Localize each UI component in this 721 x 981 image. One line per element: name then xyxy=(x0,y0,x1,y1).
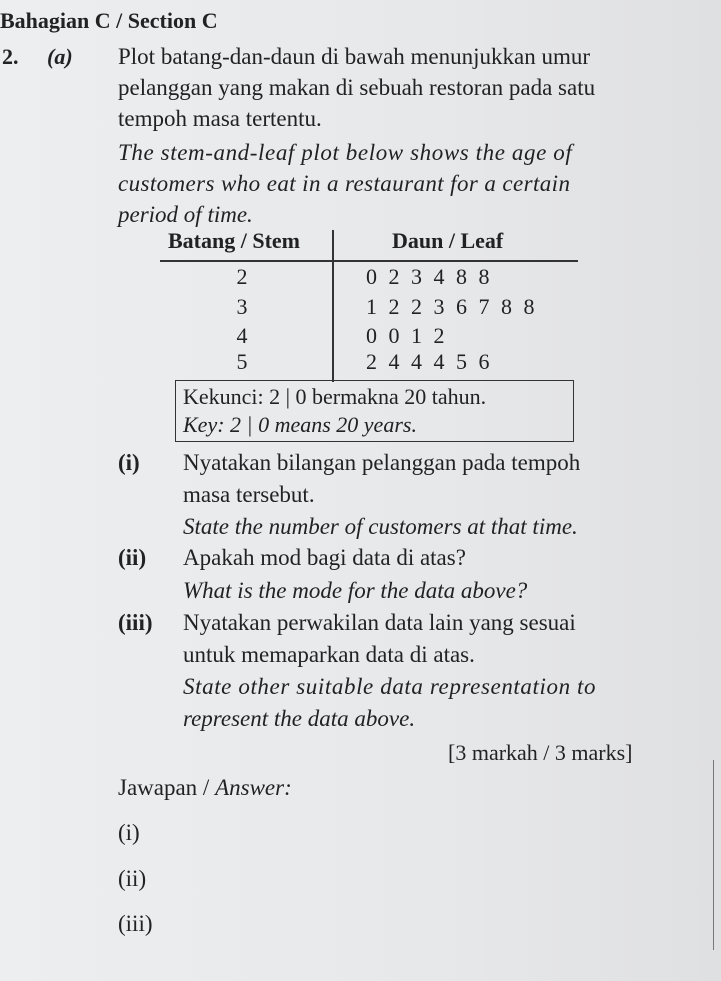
key-box xyxy=(175,380,574,442)
question-malay-line-2: pelanggan yang makan di sebuah restoran pada satu xyxy=(118,75,596,100)
stem-row-1: 2 xyxy=(236,264,248,289)
question-english-line-3: period of time. xyxy=(118,202,253,227)
stem-row-3: 4 xyxy=(236,323,248,348)
question-part: (a) xyxy=(47,44,73,69)
subq-i-label: (i) xyxy=(118,450,140,475)
answer-heading-english: Answer: xyxy=(215,775,292,800)
subq-ii-label: (ii) xyxy=(118,545,147,570)
subq-iii-malay-2: untuk memaparkan data di atas. xyxy=(183,642,475,667)
question-malay-line-3: tempoh masa tertentu. xyxy=(118,106,322,131)
key-malay: Kekunci: 2 | 0 bermakna 20 tahun. xyxy=(183,384,487,409)
leaf-row-3: 0 0 1 2 xyxy=(366,323,445,348)
leaf-row-2: 1 2 2 3 6 7 8 8 xyxy=(366,294,535,319)
answer-heading-malay: Jawapan / xyxy=(118,775,210,800)
answer-label-ii: (ii) xyxy=(118,866,147,891)
marks-label: [3 markah / 3 marks] xyxy=(448,740,633,765)
table-header-divider xyxy=(160,260,578,262)
answer-heading xyxy=(118,775,292,801)
answer-label-iii: (iii) xyxy=(118,911,153,936)
leaf-header: Daun / Leaf xyxy=(392,228,504,253)
question-english-line-1: The stem-and-leaf plot below shows the age of xyxy=(118,140,573,165)
answer-margin-line xyxy=(713,760,714,950)
subq-iii-english-2: represent the data above. xyxy=(183,706,416,731)
stem-leaf-divider xyxy=(332,230,334,382)
stem-row-2: 3 xyxy=(236,294,248,319)
subq-ii-english: What is the mode for the data above? xyxy=(183,578,528,603)
key-english: Key: 2 | 0 means 20 years. xyxy=(183,412,417,437)
leaf-row-1: 0 2 3 4 8 8 xyxy=(366,264,490,289)
section-title: Bahagian C / Section C xyxy=(0,8,218,33)
answer-label-i: (i) xyxy=(118,820,140,845)
subq-iii-english-1: State other suitable data representation to xyxy=(183,674,597,699)
subq-iii-label: (iii) xyxy=(118,610,153,635)
subq-ii-malay: Apakah mod bagi data di atas? xyxy=(183,545,466,570)
leaf-row-4: 2 4 4 4 5 6 xyxy=(366,349,490,374)
question-number: 2. xyxy=(2,44,19,69)
question-english-line-2: customers who eat in a restaurant for a certain xyxy=(118,171,571,196)
subq-i-malay-1: Nyatakan bilangan pelanggan pada tempoh xyxy=(183,450,581,475)
subq-iii-malay-1: Nyatakan perwakilan data lain yang sesuai xyxy=(183,610,576,635)
subq-i-malay-2: masa tersebut. xyxy=(183,482,315,507)
subq-i-english: State the number of customers at that time. xyxy=(183,514,578,539)
stem-header: Batang / Stem xyxy=(168,228,300,253)
stem-row-4: 5 xyxy=(236,349,248,374)
question-malay-line-1: Plot batang-dan-daun di bawah menunjukkan umur xyxy=(118,44,591,69)
